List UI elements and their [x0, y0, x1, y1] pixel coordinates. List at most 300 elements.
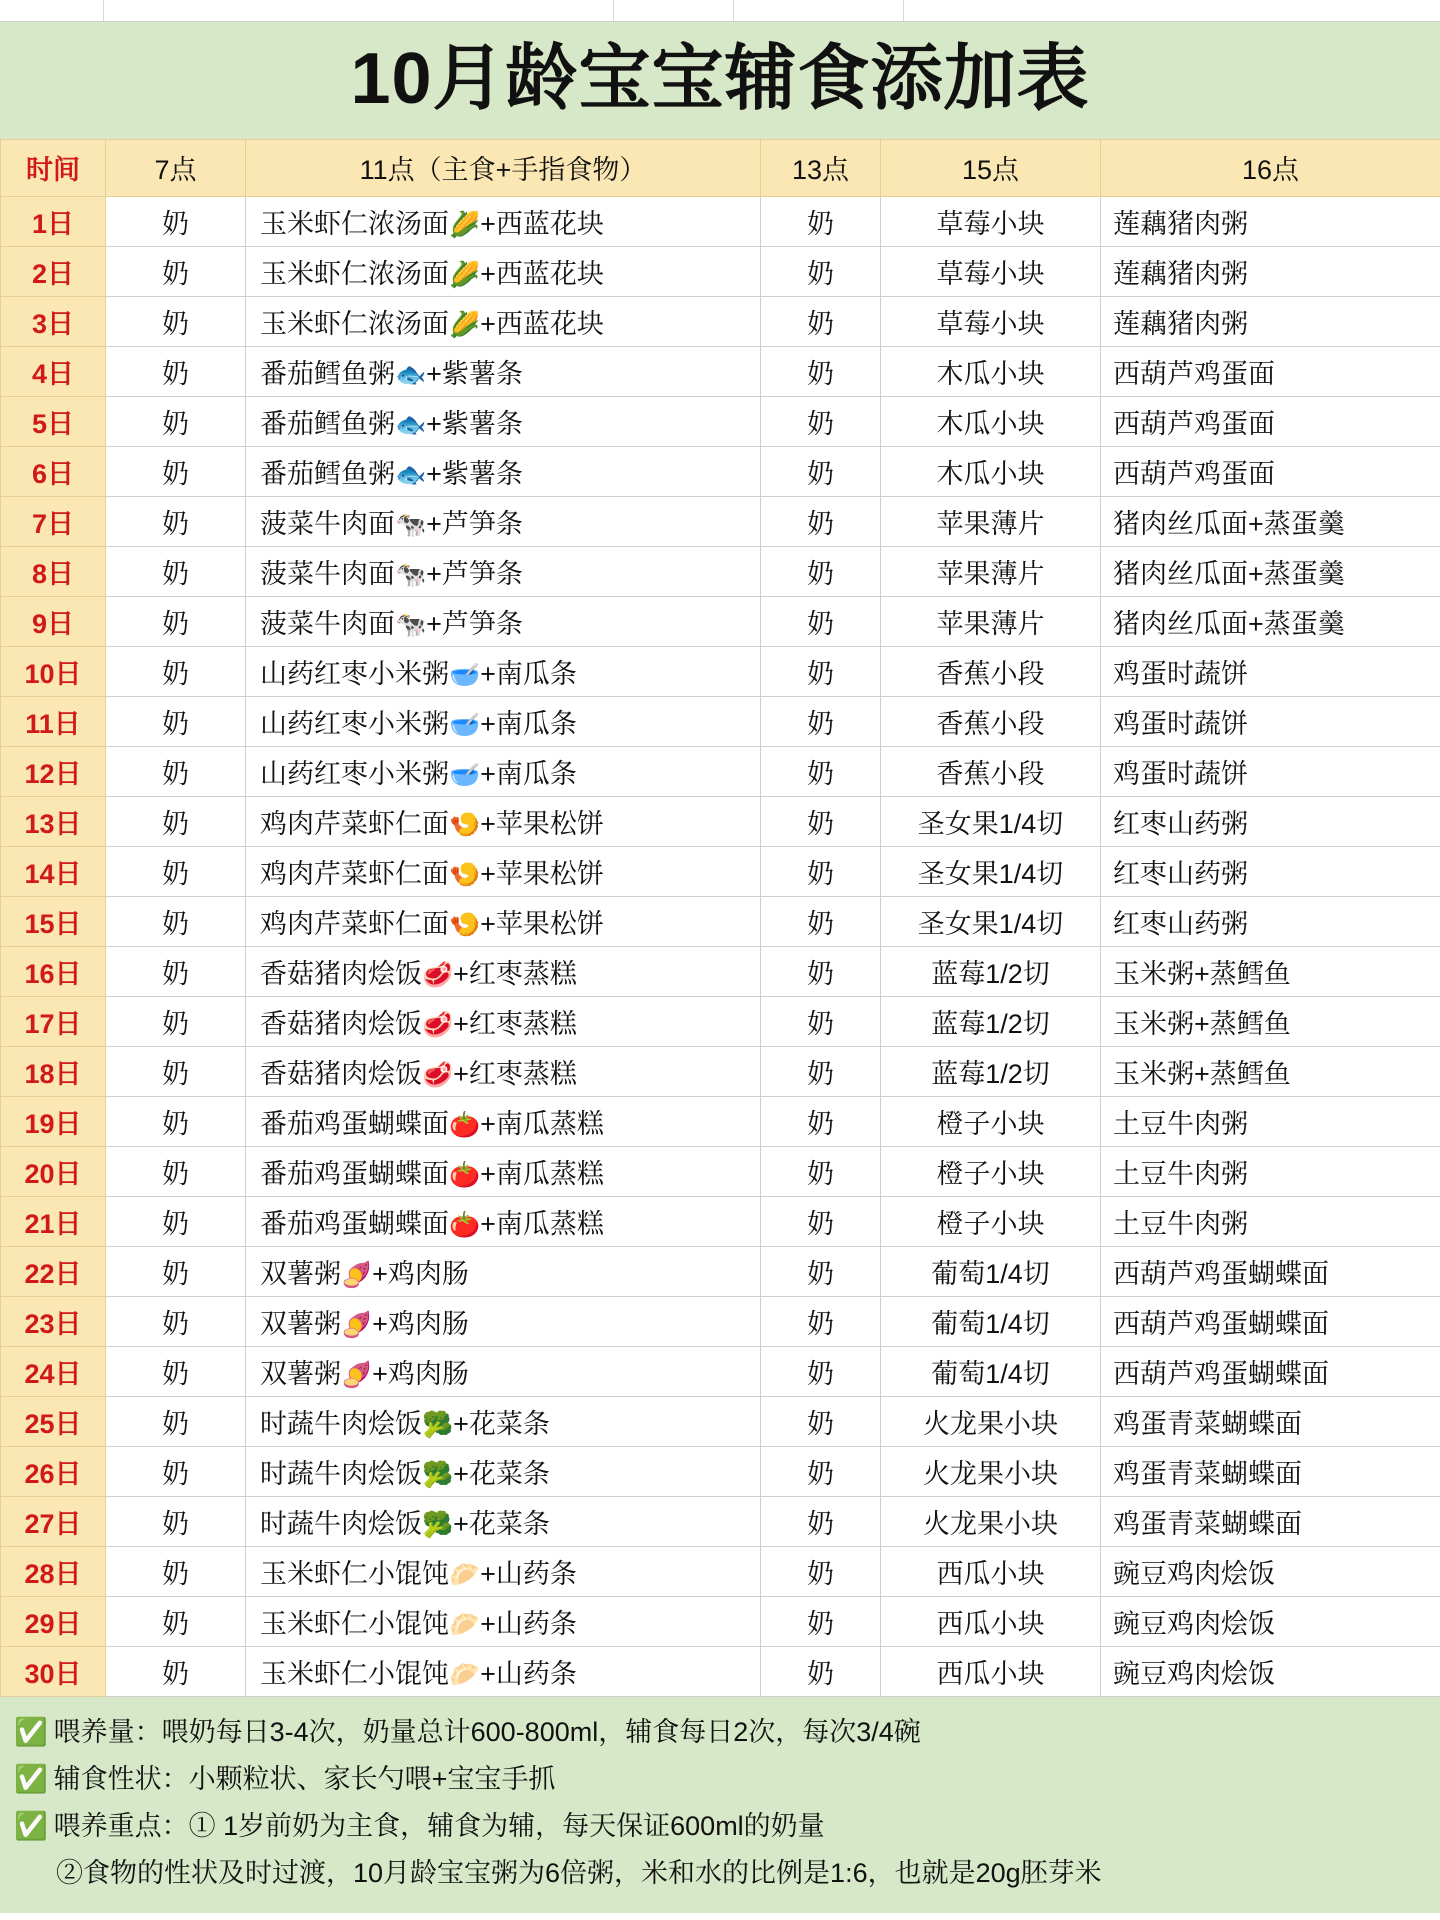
finger-food-name: +红枣蒸糕 — [453, 958, 577, 989]
food-icon: 🍤 — [449, 810, 481, 839]
cell-snack-15pm: 葡萄1/4切 — [881, 1346, 1101, 1396]
crop-gridline — [903, 0, 904, 22]
cell-main-11am — [246, 1096, 761, 1146]
cell-day: 17日 — [1, 996, 106, 1046]
cell-milk-13pm: 奶 — [761, 646, 881, 696]
table-row — [1, 1246, 1440, 1296]
table-row — [1, 296, 1440, 346]
cell-day: 30日 — [1, 1646, 106, 1696]
cell-snack-15pm: 橙子小块 — [881, 1096, 1101, 1146]
cell-dinner-16pm: 豌豆鸡肉烩饭 — [1101, 1646, 1440, 1696]
cell-milk-7am: 奶 — [106, 246, 246, 296]
main-dish-name: 菠菜牛肉面 — [260, 508, 395, 539]
finger-food-name: +花菜条 — [453, 1458, 550, 1489]
finger-food-name: +紫薯条 — [426, 458, 523, 489]
food-icon: 🌽 — [449, 310, 481, 339]
cell-snack-15pm: 蓝莓1/2切 — [881, 946, 1101, 996]
crop-gridline — [733, 0, 734, 22]
cell-dinner-16pm: 土豆牛肉粥 — [1101, 1146, 1440, 1196]
cell-dinner-16pm: 豌豆鸡肉烩饭 — [1101, 1596, 1440, 1646]
food-icon: 🥩 — [422, 1010, 454, 1039]
cell-dinner-16pm: 鸡蛋青菜蝴蝶面 — [1101, 1396, 1440, 1446]
cell-snack-15pm: 葡萄1/4切 — [881, 1296, 1101, 1346]
cell-dinner-16pm: 红枣山药粥 — [1101, 796, 1440, 846]
cell-main-11am — [246, 646, 761, 696]
table-row — [1, 946, 1440, 996]
main-dish-name: 玉米虾仁浓汤面 — [260, 308, 449, 339]
finger-food-name: +紫薯条 — [426, 358, 523, 389]
finger-food-name: +芦笋条 — [426, 608, 523, 639]
note-item — [14, 1756, 1426, 1803]
cell-main-11am — [246, 596, 761, 646]
page-title: 10月龄宝宝辅食添加表 — [350, 39, 1090, 119]
cell-milk-13pm: 奶 — [761, 1096, 881, 1146]
table-row — [1, 696, 1440, 746]
main-dish-name: 时蔬牛肉烩饭 — [260, 1408, 422, 1439]
finger-food-name: +山药条 — [480, 1558, 577, 1589]
cell-day: 6日 — [1, 446, 106, 496]
table-row — [1, 646, 1440, 696]
cell-milk-13pm: 奶 — [761, 1396, 881, 1446]
food-icon: 🥩 — [422, 1060, 454, 1089]
cell-day: 3日 — [1, 296, 106, 346]
food-icon: 🍅 — [449, 1210, 481, 1239]
cell-dinner-16pm: 西葫芦鸡蛋面 — [1101, 396, 1440, 446]
cell-snack-15pm: 草莓小块 — [881, 296, 1101, 346]
cell-milk-7am: 奶 — [106, 1146, 246, 1196]
food-icon: 🥟 — [449, 1560, 481, 1589]
cell-dinner-16pm: 玉米粥+蒸鳕鱼 — [1101, 946, 1440, 996]
table-row — [1, 896, 1440, 946]
cell-milk-13pm: 奶 — [761, 196, 881, 246]
cell-milk-7am: 奶 — [106, 1446, 246, 1496]
cell-milk-13pm: 奶 — [761, 296, 881, 346]
cell-snack-15pm: 香蕉小段 — [881, 746, 1101, 796]
main-dish-name: 番茄鳕鱼粥 — [260, 358, 395, 389]
table-row — [1, 746, 1440, 796]
main-dish-name: 鸡肉芹菜虾仁面 — [260, 908, 449, 939]
food-icon: 🍅 — [449, 1160, 481, 1189]
table-row — [1, 1646, 1440, 1696]
cell-day: 16日 — [1, 946, 106, 996]
top-crop-strip — [0, 0, 1440, 22]
cell-milk-13pm: 奶 — [761, 796, 881, 846]
cell-main-11am — [246, 196, 761, 246]
cell-milk-13pm: 奶 — [761, 396, 881, 446]
cell-milk-13pm: 奶 — [761, 1246, 881, 1296]
main-dish-name: 鸡肉芹菜虾仁面 — [260, 858, 449, 889]
main-dish-name: 玉米虾仁小馄饨 — [260, 1608, 449, 1639]
cell-main-11am — [246, 996, 761, 1046]
food-icon: 🍠 — [341, 1360, 373, 1389]
finger-food-name: +芦笋条 — [426, 558, 523, 589]
cell-main-11am — [246, 546, 761, 596]
cell-main-11am — [246, 1196, 761, 1246]
table-row — [1, 1146, 1440, 1196]
food-icon: 🐟 — [395, 460, 427, 489]
table-row — [1, 246, 1440, 296]
cell-day: 20日 — [1, 1146, 106, 1196]
cell-main-11am — [246, 796, 761, 846]
food-icon: 🍤 — [449, 860, 481, 889]
cell-milk-13pm: 奶 — [761, 696, 881, 746]
cell-milk-7am: 奶 — [106, 446, 246, 496]
cell-milk-7am: 奶 — [106, 1296, 246, 1346]
cell-milk-13pm: 奶 — [761, 1046, 881, 1096]
note-text: ②食物的性状及时过渡，10月龄宝宝粥为6倍粥，米和水的比例是1:6，也就是20g胚芽米 — [56, 1858, 1102, 1889]
cell-main-11am — [246, 1446, 761, 1496]
finger-food-name: +苹果松饼 — [480, 808, 604, 839]
cell-milk-7am: 奶 — [106, 896, 246, 946]
cell-day: 15日 — [1, 896, 106, 946]
cell-milk-7am: 奶 — [106, 1396, 246, 1446]
main-dish-name: 鸡肉芹菜虾仁面 — [260, 808, 449, 839]
column-header-time: 时间 — [1, 139, 106, 196]
food-icon: 🐟 — [395, 360, 427, 389]
finger-food-name: +鸡肉肠 — [372, 1308, 469, 1339]
main-dish-name: 山药红枣小米粥 — [260, 658, 449, 689]
cell-day: 19日 — [1, 1096, 106, 1146]
cell-snack-15pm: 西瓜小块 — [881, 1646, 1101, 1696]
main-dish-name: 双薯粥 — [260, 1258, 341, 1289]
cell-snack-15pm: 橙子小块 — [881, 1196, 1101, 1246]
cell-main-11am — [246, 846, 761, 896]
cell-dinner-16pm: 鸡蛋时蔬饼 — [1101, 646, 1440, 696]
table-row — [1, 446, 1440, 496]
cell-milk-13pm: 奶 — [761, 1146, 881, 1196]
table-row — [1, 996, 1440, 1046]
cell-milk-7am: 奶 — [106, 396, 246, 446]
cell-milk-7am: 奶 — [106, 796, 246, 846]
cell-day: 8日 — [1, 546, 106, 596]
cell-dinner-16pm: 西葫芦鸡蛋蝴蝶面 — [1101, 1246, 1440, 1296]
cell-snack-15pm: 火龙果小块 — [881, 1496, 1101, 1546]
cell-snack-15pm: 圣女果1/4切 — [881, 846, 1101, 896]
cell-main-11am — [246, 446, 761, 496]
food-icon: 🐄 — [395, 560, 427, 589]
table-body — [1, 196, 1440, 1696]
main-dish-name: 时蔬牛肉烩饭 — [260, 1508, 422, 1539]
cell-milk-13pm: 奶 — [761, 1646, 881, 1696]
table-row — [1, 846, 1440, 896]
cell-milk-13pm: 奶 — [761, 1546, 881, 1596]
cell-milk-7am: 奶 — [106, 946, 246, 996]
cell-dinner-16pm: 猪肉丝瓜面+蒸蛋羹 — [1101, 496, 1440, 546]
cell-snack-15pm: 草莓小块 — [881, 196, 1101, 246]
cell-milk-7am: 奶 — [106, 646, 246, 696]
cell-dinner-16pm: 土豆牛肉粥 — [1101, 1196, 1440, 1246]
cell-dinner-16pm: 红枣山药粥 — [1101, 846, 1440, 896]
cell-milk-13pm: 奶 — [761, 546, 881, 596]
cell-day: 25日 — [1, 1396, 106, 1446]
finger-food-name: +苹果松饼 — [480, 908, 604, 939]
main-dish-name: 玉米虾仁小馄饨 — [260, 1558, 449, 1589]
finger-food-name: +鸡肉肠 — [372, 1358, 469, 1389]
cell-snack-15pm: 葡萄1/4切 — [881, 1246, 1101, 1296]
column-header-7am: 7点 — [106, 139, 246, 196]
finger-food-name: +红枣蒸糕 — [453, 1008, 577, 1039]
food-icon: 🐄 — [395, 610, 427, 639]
cell-snack-15pm: 香蕉小段 — [881, 696, 1101, 746]
cell-day: 12日 — [1, 746, 106, 796]
cell-day: 10日 — [1, 646, 106, 696]
cell-main-11am — [246, 346, 761, 396]
cell-day: 28日 — [1, 1546, 106, 1596]
main-dish-name: 番茄鳕鱼粥 — [260, 458, 395, 489]
column-header-15pm: 15点 — [881, 139, 1101, 196]
cell-main-11am — [246, 496, 761, 546]
notes-list — [14, 1709, 1426, 1898]
cell-main-11am — [246, 1046, 761, 1096]
cell-dinner-16pm: 鸡蛋青菜蝴蝶面 — [1101, 1446, 1440, 1496]
food-icon: 🌽 — [449, 210, 481, 239]
cell-milk-7am: 奶 — [106, 1346, 246, 1396]
cell-dinner-16pm: 豌豆鸡肉烩饭 — [1101, 1546, 1440, 1596]
cell-day: 4日 — [1, 346, 106, 396]
cell-main-11am — [246, 1296, 761, 1346]
cell-milk-13pm: 奶 — [761, 1496, 881, 1546]
table-header — [1, 139, 1440, 196]
cell-day: 11日 — [1, 696, 106, 746]
table-row — [1, 1046, 1440, 1096]
note-item — [14, 1850, 1426, 1897]
cell-day: 18日 — [1, 1046, 106, 1096]
note-text: 辅食性状：小颗粒状、家长勺喂+宝宝手抓 — [53, 1763, 556, 1794]
finger-food-name: +南瓜蒸糕 — [480, 1108, 604, 1139]
table-row — [1, 1346, 1440, 1396]
food-icon: 🥦 — [422, 1410, 454, 1439]
finger-food-name: +苹果松饼 — [480, 858, 604, 889]
cell-milk-7am: 奶 — [106, 1096, 246, 1146]
cell-milk-7am: 奶 — [106, 1646, 246, 1696]
table-row — [1, 1096, 1440, 1146]
cell-snack-15pm: 西瓜小块 — [881, 1596, 1101, 1646]
cell-snack-15pm: 蓝莓1/2切 — [881, 1046, 1101, 1096]
main-dish-name: 时蔬牛肉烩饭 — [260, 1458, 422, 1489]
cell-milk-13pm: 奶 — [761, 946, 881, 996]
cell-snack-15pm: 木瓜小块 — [881, 346, 1101, 396]
finger-food-name: +芦笋条 — [426, 508, 523, 539]
cell-day: 13日 — [1, 796, 106, 846]
crop-gridline — [103, 0, 104, 22]
main-dish-name: 香菇猪肉烩饭 — [260, 958, 422, 989]
cell-day: 14日 — [1, 846, 106, 896]
finger-food-name: +南瓜条 — [480, 658, 577, 689]
cell-day: 2日 — [1, 246, 106, 296]
cell-milk-13pm: 奶 — [761, 1596, 881, 1646]
table-row — [1, 1196, 1440, 1246]
cell-milk-7am: 奶 — [106, 1546, 246, 1596]
food-icon: 🥦 — [422, 1460, 454, 1489]
table-row — [1, 496, 1440, 546]
finger-food-name: +红枣蒸糕 — [453, 1058, 577, 1089]
title-banner — [0, 22, 1440, 139]
cell-main-11am — [246, 1596, 761, 1646]
cell-dinner-16pm: 猪肉丝瓜面+蒸蛋羹 — [1101, 596, 1440, 646]
cell-milk-13pm: 奶 — [761, 896, 881, 946]
cell-milk-13pm: 奶 — [761, 1296, 881, 1346]
cell-main-11am — [246, 1146, 761, 1196]
cell-dinner-16pm: 西葫芦鸡蛋面 — [1101, 346, 1440, 396]
cell-main-11am — [246, 746, 761, 796]
cell-day: 7日 — [1, 496, 106, 546]
food-icon: 🥣 — [449, 660, 481, 689]
cell-snack-15pm: 草莓小块 — [881, 246, 1101, 296]
feeding-schedule-table — [0, 139, 1440, 1697]
food-icon: 🥣 — [449, 710, 481, 739]
cell-milk-13pm: 奶 — [761, 246, 881, 296]
cell-snack-15pm: 圣女果1/4切 — [881, 796, 1101, 846]
cell-milk-7am: 奶 — [106, 546, 246, 596]
cell-dinner-16pm: 西葫芦鸡蛋蝴蝶面 — [1101, 1346, 1440, 1396]
main-dish-name: 菠菜牛肉面 — [260, 608, 395, 639]
finger-food-name: +南瓜蒸糕 — [480, 1158, 604, 1189]
table-row — [1, 1396, 1440, 1446]
food-icon: 🥣 — [449, 760, 481, 789]
cell-milk-13pm: 奶 — [761, 446, 881, 496]
cell-main-11am — [246, 1346, 761, 1396]
cell-dinner-16pm: 红枣山药粥 — [1101, 896, 1440, 946]
main-dish-name: 番茄鳕鱼粥 — [260, 408, 395, 439]
food-icon: 🍅 — [449, 1110, 481, 1139]
cell-dinner-16pm: 玉米粥+蒸鳕鱼 — [1101, 996, 1440, 1046]
table-row — [1, 1446, 1440, 1496]
cell-snack-15pm: 火龙果小块 — [881, 1396, 1101, 1446]
main-dish-name: 山药红枣小米粥 — [260, 758, 449, 789]
cell-dinner-16pm: 莲藕猪肉粥 — [1101, 196, 1440, 246]
cell-snack-15pm: 木瓜小块 — [881, 446, 1101, 496]
note-text: 喂养重点：① 1岁前奶为主食，辅食为辅，每天保证600ml的奶量 — [53, 1811, 825, 1842]
cell-main-11am — [246, 896, 761, 946]
food-icon: 🌽 — [449, 260, 481, 289]
column-header-16pm: 16点 — [1101, 139, 1440, 196]
cell-day: 23日 — [1, 1296, 106, 1346]
cell-main-11am — [246, 1646, 761, 1696]
finger-food-name: +山药条 — [480, 1658, 577, 1689]
cell-day: 9日 — [1, 596, 106, 646]
table-row — [1, 596, 1440, 646]
main-dish-name: 山药红枣小米粥 — [260, 708, 449, 739]
food-icon: 🥟 — [449, 1660, 481, 1689]
cell-milk-13pm: 奶 — [761, 496, 881, 546]
cell-milk-13pm: 奶 — [761, 746, 881, 796]
finger-food-name: +南瓜蒸糕 — [480, 1208, 604, 1239]
cell-dinner-16pm: 莲藕猪肉粥 — [1101, 246, 1440, 296]
main-dish-name: 玉米虾仁浓汤面 — [260, 208, 449, 239]
cell-main-11am — [246, 1396, 761, 1446]
finger-food-name: +西蓝花块 — [480, 308, 604, 339]
cell-day: 24日 — [1, 1346, 106, 1396]
note-text: 喂养量：喂奶每日3-4次，奶量总计600-800ml，辅食每日2次，每次3/4碗 — [53, 1716, 921, 1747]
cell-main-11am — [246, 1496, 761, 1546]
cell-milk-7am: 奶 — [106, 1246, 246, 1296]
cell-day: 29日 — [1, 1596, 106, 1646]
finger-food-name: +西蓝花块 — [480, 258, 604, 289]
cell-day: 1日 — [1, 196, 106, 246]
cell-main-11am — [246, 696, 761, 746]
main-dish-name: 香菇猪肉烩饭 — [260, 1008, 422, 1039]
cell-milk-7am: 奶 — [106, 1196, 246, 1246]
finger-food-name: +花菜条 — [453, 1508, 550, 1539]
column-header-11am: 11点（主食+手指食物） — [246, 139, 761, 196]
cell-dinner-16pm: 鸡蛋时蔬饼 — [1101, 696, 1440, 746]
finger-food-name: +南瓜条 — [480, 758, 577, 789]
cell-main-11am — [246, 946, 761, 996]
cell-snack-15pm: 圣女果1/4切 — [881, 896, 1101, 946]
cell-snack-15pm: 苹果薄片 — [881, 596, 1101, 646]
finger-food-name: +山药条 — [480, 1608, 577, 1639]
table-row — [1, 1496, 1440, 1546]
cell-milk-13pm: 奶 — [761, 1196, 881, 1246]
cell-milk-13pm: 奶 — [761, 846, 881, 896]
main-dish-name: 番茄鸡蛋蝴蝶面 — [260, 1108, 449, 1139]
main-dish-name: 香菇猪肉烩饭 — [260, 1058, 422, 1089]
cell-main-11am — [246, 396, 761, 446]
food-icon: 🐄 — [395, 510, 427, 539]
finger-food-name: +花菜条 — [453, 1408, 550, 1439]
cell-milk-7am: 奶 — [106, 496, 246, 546]
cell-snack-15pm: 橙子小块 — [881, 1146, 1101, 1196]
cell-milk-7am: 奶 — [106, 296, 246, 346]
cell-milk-7am: 奶 — [106, 746, 246, 796]
table-row — [1, 796, 1440, 846]
cell-dinner-16pm: 猪肉丝瓜面+蒸蛋羹 — [1101, 546, 1440, 596]
column-header-13pm: 13点 — [761, 139, 881, 196]
cell-dinner-16pm: 西葫芦鸡蛋蝴蝶面 — [1101, 1296, 1440, 1346]
cell-milk-13pm: 奶 — [761, 996, 881, 1046]
cell-milk-13pm: 奶 — [761, 1446, 881, 1496]
cell-snack-15pm: 蓝莓1/2切 — [881, 996, 1101, 1046]
cell-dinner-16pm: 西葫芦鸡蛋面 — [1101, 446, 1440, 496]
table-row — [1, 1546, 1440, 1596]
cell-day: 5日 — [1, 396, 106, 446]
cell-main-11am — [246, 1546, 761, 1596]
cell-main-11am — [246, 1246, 761, 1296]
food-icon: 🍠 — [341, 1260, 373, 1289]
table-row — [1, 1596, 1440, 1646]
main-dish-name: 菠菜牛肉面 — [260, 558, 395, 589]
cell-day: 27日 — [1, 1496, 106, 1546]
cell-milk-13pm: 奶 — [761, 596, 881, 646]
cell-snack-15pm: 苹果薄片 — [881, 496, 1101, 546]
table-header-row — [1, 139, 1440, 196]
food-icon: 🐟 — [395, 410, 427, 439]
food-icon: 🥩 — [422, 960, 454, 989]
note-item — [14, 1709, 1426, 1756]
table-row — [1, 396, 1440, 446]
cell-main-11am — [246, 296, 761, 346]
cell-main-11am — [246, 246, 761, 296]
main-dish-name: 番茄鸡蛋蝴蝶面 — [260, 1208, 449, 1239]
table-row — [1, 196, 1440, 246]
cell-milk-7am: 奶 — [106, 1496, 246, 1546]
main-dish-name: 番茄鸡蛋蝴蝶面 — [260, 1158, 449, 1189]
food-icon: 🥦 — [422, 1510, 454, 1539]
check-icon: ✅ — [14, 1811, 48, 1842]
cell-milk-13pm: 奶 — [761, 1346, 881, 1396]
cell-milk-7am: 奶 — [106, 196, 246, 246]
cell-snack-15pm: 西瓜小块 — [881, 1546, 1101, 1596]
cell-snack-15pm: 火龙果小块 — [881, 1446, 1101, 1496]
cell-day: 26日 — [1, 1446, 106, 1496]
main-dish-name: 玉米虾仁浓汤面 — [260, 258, 449, 289]
cell-day: 21日 — [1, 1196, 106, 1246]
cell-dinner-16pm: 土豆牛肉粥 — [1101, 1096, 1440, 1146]
cell-dinner-16pm: 玉米粥+蒸鳕鱼 — [1101, 1046, 1440, 1096]
check-icon: ✅ — [14, 1716, 48, 1747]
cell-milk-7am: 奶 — [106, 1596, 246, 1646]
cell-milk-7am: 奶 — [106, 346, 246, 396]
